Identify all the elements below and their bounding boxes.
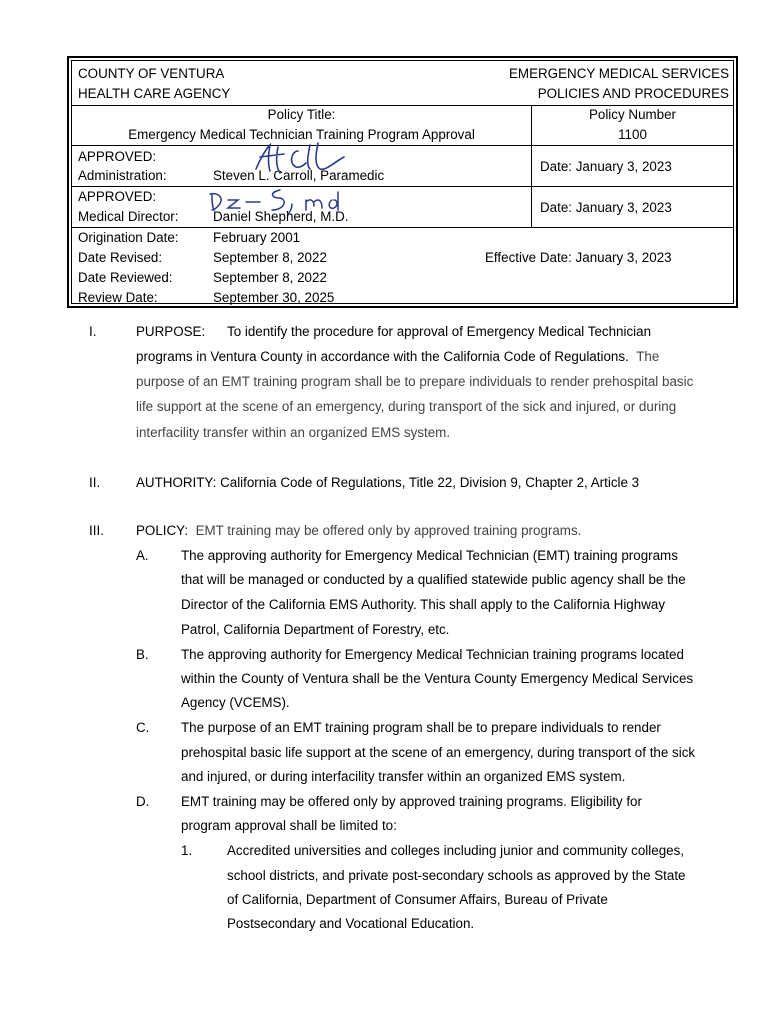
sublist-item-line: of California, Department of Consumer Affairs, Bureau of Private — [227, 892, 608, 907]
list-item-line: within the County of Ventura shall be the Ventura County Emergency Medical Services — [181, 671, 694, 686]
reviewed-label: Date Reviewed: — [78, 270, 173, 285]
list-item-line: prehospital basic life support at the scene of an emergency, during transport of the sick — [181, 745, 696, 760]
divider — [72, 186, 733, 187]
policy-title: Emergency Medical Technician Training Program Approval — [128, 127, 475, 142]
effective-date: Effective Date: January 3, 2023 — [485, 250, 672, 265]
administration-name: Steven L. Carroll, Paramedic — [213, 168, 385, 183]
list-letter: B. — [136, 647, 149, 662]
list-item-line: that will be managed or conducted by a qualified statewide public agency shall be the — [181, 572, 686, 587]
sublist-number: 1. — [181, 843, 193, 858]
list-item-line: Patrol, California Department of Forestry, etc. — [181, 622, 450, 637]
list-item-line: The purpose of an EMT training program shall be to prepare individuals to render — [181, 720, 661, 735]
approved-label: APPROVED: — [78, 149, 157, 164]
medical-director-date: Date: January 3, 2023 — [540, 200, 672, 215]
origination-label: Origination Date: — [78, 230, 179, 245]
divider — [72, 145, 733, 146]
approved-label-2: APPROVED: — [78, 189, 157, 204]
administration-date: Date: January 3, 2023 — [540, 159, 672, 174]
reviewed-value: September 8, 2022 — [213, 270, 327, 285]
list-item-line: Director of the California EMS Authority. This shall apply to the California Highway — [181, 597, 666, 612]
policy-header-table — [67, 56, 738, 308]
policy-number: 1100 — [618, 127, 647, 142]
list-letter: A. — [136, 548, 149, 563]
paragraph-line: programs in Ventura County in accordance with the California Code of Regulations. The — [136, 349, 660, 364]
org-line-2: HEALTH CARE AGENCY — [78, 86, 231, 101]
review-value: September 30, 2025 — [213, 290, 335, 305]
section-number: I. — [89, 324, 97, 339]
dept-line-1: EMERGENCY MEDICAL SERVICES — [508, 66, 729, 81]
column-divider — [531, 105, 532, 228]
section-number: II. — [89, 475, 101, 490]
medical-director-name: Daniel Shepherd, M.D. — [213, 209, 349, 224]
section-heading: PURPOSE: — [136, 324, 206, 339]
list-item-line: program approval shall be limited to: — [181, 818, 397, 833]
review-label: Review Date: — [78, 290, 158, 305]
administration-label: Administration: — [78, 168, 167, 183]
policy-header-inner — [71, 60, 734, 304]
paragraph-line: life support at the scene of an emergency, during transport of the sick and injured, or during — [136, 399, 677, 414]
sublist-item-line: school districts, and private post-secondary schools as approved by the State — [227, 868, 686, 883]
org-line-1: COUNTY OF VENTURA — [78, 66, 225, 81]
signature-shepherd-icon — [206, 186, 356, 216]
list-item-line: Agency (VCEMS). — [181, 695, 290, 710]
paragraph-line: To identify the procedure for approval of Emergency Medical Technician — [227, 324, 652, 339]
list-item-line: EMT training may be offered only by approved training programs. Eligibility for — [181, 794, 642, 809]
list-letter: D. — [136, 794, 150, 809]
list-item-line: and injured, or during interfacility transfer within an organized EMS system. — [181, 769, 626, 784]
paragraph-line: POLICY: EMT training may be offered only by approved training programs. — [136, 523, 582, 538]
revised-label: Date Revised: — [78, 250, 163, 265]
origination-value: February 2001 — [213, 230, 301, 245]
divider — [72, 227, 733, 228]
policy-number-label: Policy Number — [588, 107, 677, 122]
sublist-item-line: Postsecondary and Vocational Education. — [227, 916, 475, 931]
paragraph-line: interfacility transfer within an organized EMS system. — [136, 425, 451, 440]
sublist-item-line: Accredited universities and colleges including junior and community colleges, — [227, 843, 685, 858]
medical-director-label: Medical Director: — [78, 209, 179, 224]
paragraph-line: AUTHORITY: California Code of Regulations, Title 22, Division 9, Chapter 2, Article 3 — [136, 475, 640, 490]
signature-carroll-icon — [248, 141, 368, 177]
list-item-line: The approving authority for Emergency Medical Technician training programs located — [181, 647, 684, 662]
revised-value: September 8, 2022 — [213, 250, 327, 265]
dept-line-2: POLICIES AND PROCEDURES — [537, 86, 729, 101]
list-item-line: The approving authority for Emergency Medical Technician (EMT) training programs — [181, 548, 678, 563]
section-number: III. — [89, 523, 104, 538]
divider — [72, 105, 733, 106]
list-letter: C. — [136, 720, 150, 735]
policy-title-label: Policy Title: — [267, 107, 336, 122]
paragraph-line: purpose of an EMT training program shall be to prepare individuals to render prehospital basic — [136, 374, 694, 389]
